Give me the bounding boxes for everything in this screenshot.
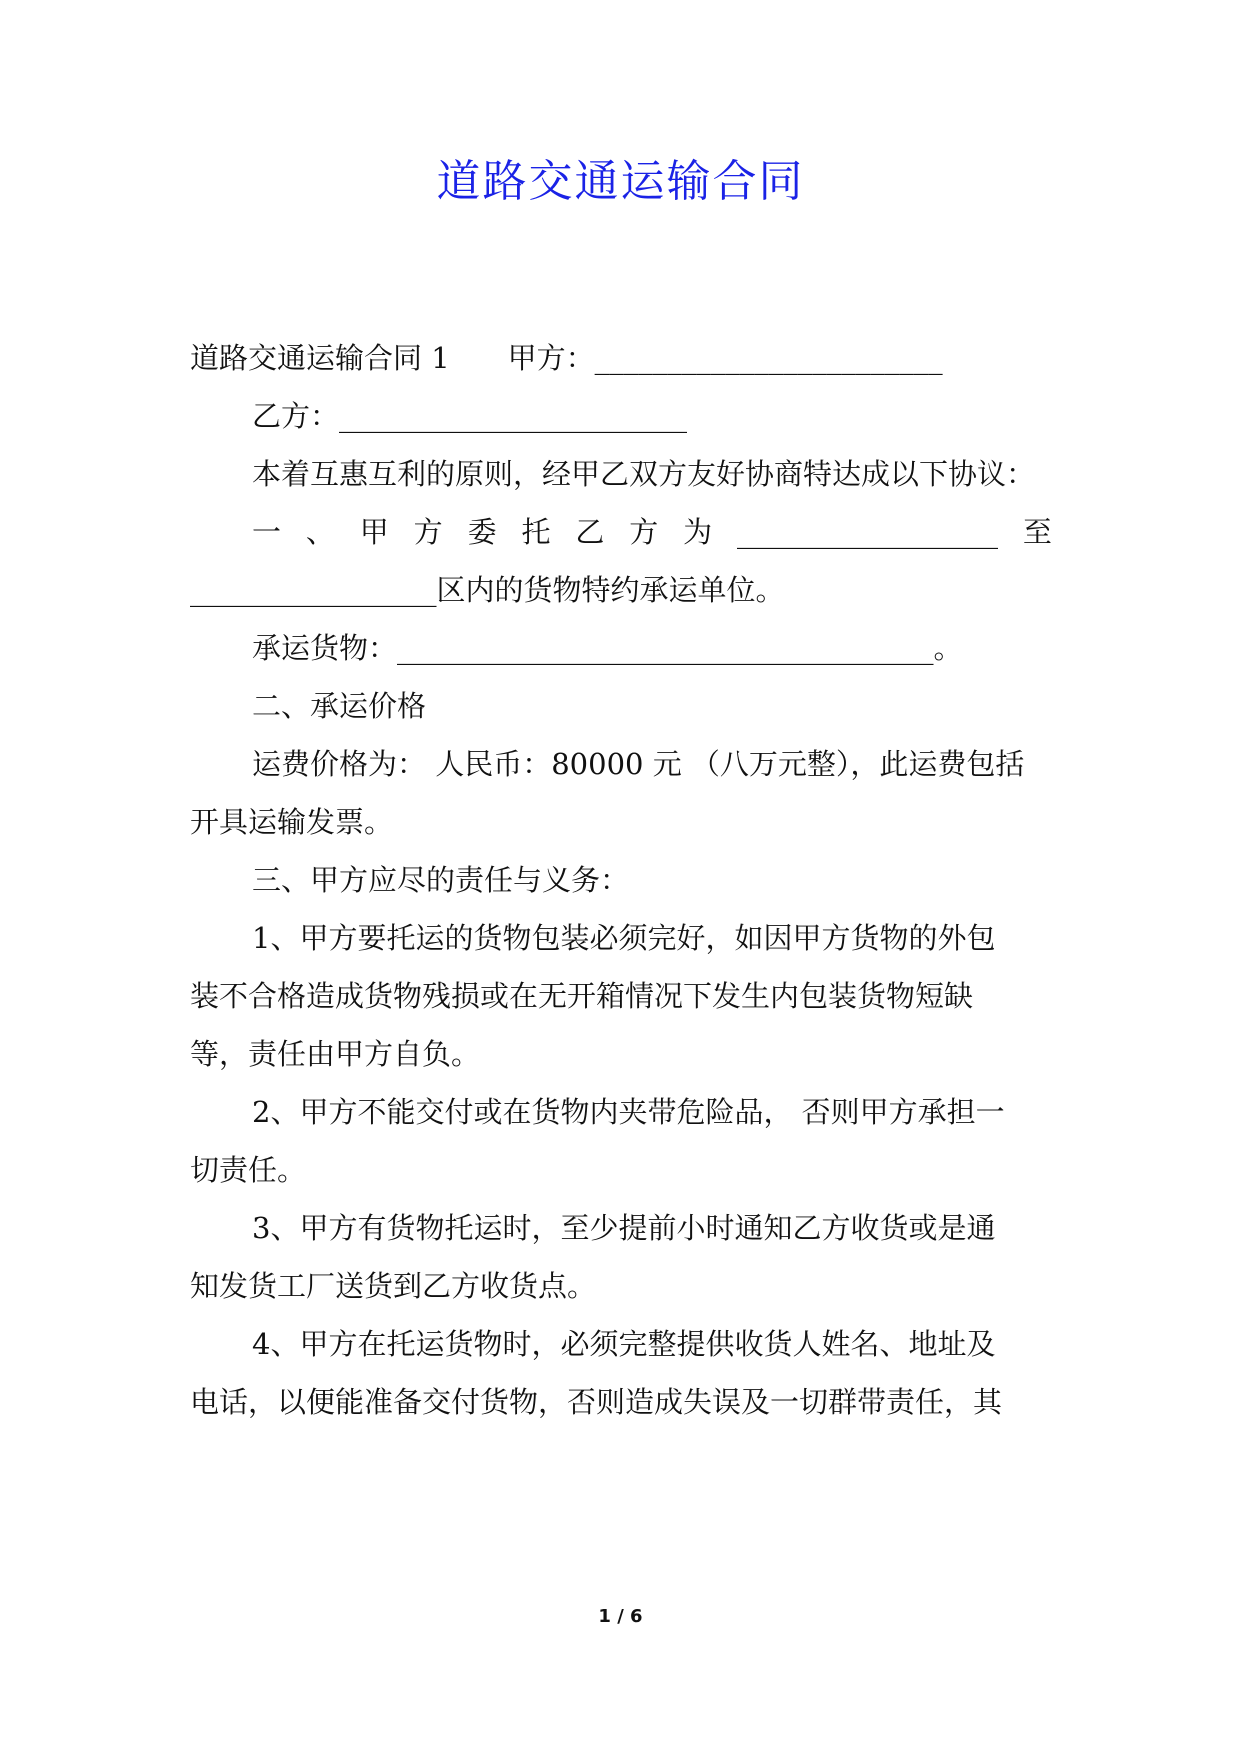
clause-1-segment: 方 [629,515,659,549]
item-4-line-1: 4、甲方在托运货物时，必须完整提供收货人姓名、地址及 [252,1327,996,1361]
preamble-line: 本着互惠互利的原则，经甲乙双方友好协商特达成以下协议： [252,457,1036,491]
item-1-line-2: 装不合格造成货物残损或在无开箱情况下发生内包装货物短缺 [190,979,974,1013]
document-title: 道路交通运输合同 [436,156,805,207]
cargo-line: 承运货物：_____________________________________。 [252,631,963,665]
item-1-line-1: 1、甲方要托运的货物包装必须完好，如因甲方货物的外包 [252,921,996,955]
clause-1-segment: 至 [1022,515,1052,549]
clause-1-segment: 为 [683,515,713,549]
clause-1-segment: 甲 [359,515,389,549]
section-3-heading: 三、甲方应尽的责任与义务： [252,863,630,897]
clause-1-segment: 委 [467,515,497,549]
clause-1-segment: 方 [413,515,443,549]
clause-1-segment: __________________ [737,515,999,549]
clause-1-segment: 托 [521,515,551,549]
page-number: 1 / 6 [598,1606,643,1627]
price-line: 运费价格为： 人民币：80000 元 （八万元整），此运费包括 [252,747,1025,781]
clause-1-segment: 、 [305,515,335,549]
clause-1-justified [252,512,1052,552]
section-2-heading: 二、承运价格 [252,689,427,723]
party-a-line: 道路交通运输合同 1 甲方：________________________ [190,341,943,375]
clause-1-segment: 一 [252,515,282,549]
clause-1-line [252,512,1052,552]
party-b-line: 乙方：________________________ [252,399,688,433]
price-continuation: 开具运输发票。 [190,805,394,839]
item-1-line-3: 等，责任由甲方自负。 [190,1037,481,1071]
clause-1-segment: 乙 [575,515,605,549]
item-3-line-2: 知发货工厂送货到乙方收货点。 [190,1269,597,1303]
clause-1-continuation: _________________区内的货物特约承运单位。 [190,573,785,607]
item-2-line-2: 切责任。 [190,1153,307,1187]
item-3-line-1: 3、甲方有货物托运时，至少提前小时通知乙方收货或是通 [252,1211,996,1245]
item-2-line-1: 2、甲方不能交付或在货物内夹带危险品， 否则甲方承担一 [252,1095,1005,1129]
item-4-line-2: 电话，以便能准备交付货物，否则造成失误及一切群带责任，其 [190,1385,1003,1419]
